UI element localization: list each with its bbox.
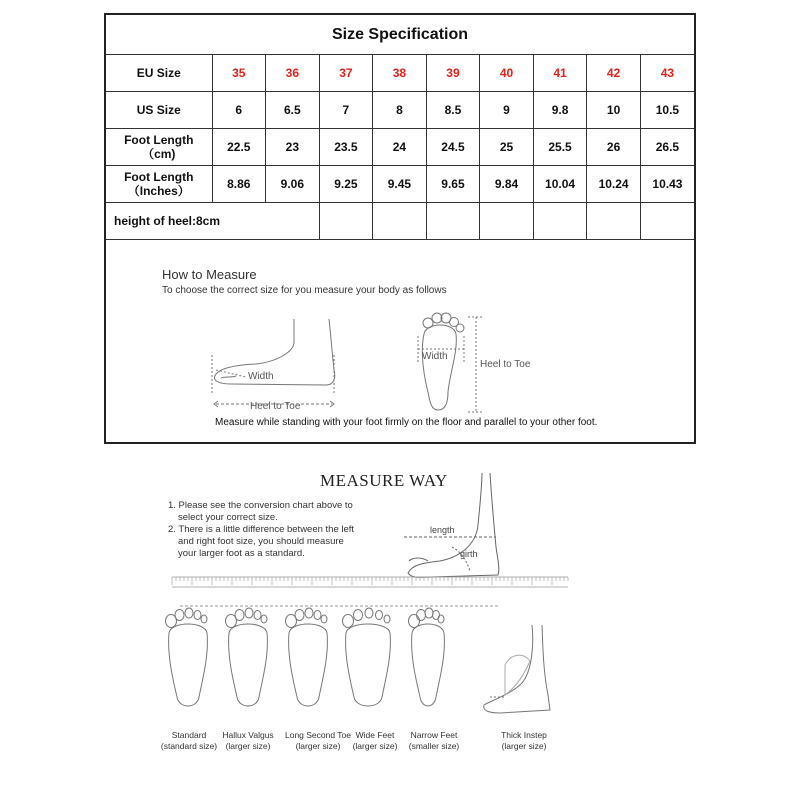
table-row-eu-size [106, 55, 694, 92]
cell: 25 [480, 129, 534, 166]
cell: 35 [212, 55, 266, 92]
foot-outline [286, 608, 328, 706]
toe [201, 615, 207, 623]
cell: 25.5 [533, 129, 587, 166]
row-label [106, 166, 212, 203]
cell: 10.43 [640, 166, 694, 203]
row-label-unit: （cm) [142, 147, 176, 161]
cell: 7 [319, 92, 373, 129]
toe [343, 615, 354, 628]
foot-label-thick-instep [489, 730, 559, 752]
width-label: Width [248, 371, 274, 382]
toe [438, 615, 444, 623]
toe [194, 611, 201, 620]
cell: 8 [373, 92, 427, 129]
toe [376, 611, 383, 620]
cell [373, 203, 427, 240]
cell [533, 203, 587, 240]
cell [319, 203, 373, 240]
toe [295, 610, 304, 621]
toe [314, 611, 321, 620]
foot-type-size: (larger size) [295, 741, 341, 751]
cell: 6.5 [266, 92, 320, 129]
foot-type-size: (standard size) [160, 741, 218, 751]
toe [235, 610, 244, 621]
cell [480, 203, 534, 240]
side-foot-drawing [212, 319, 335, 407]
row-label-line: Foot Length [124, 133, 194, 147]
measure-note-line: your larger foot as a standard. [178, 548, 305, 559]
cell: 24.5 [426, 129, 480, 166]
cell: 23.5 [319, 129, 373, 166]
toe [384, 615, 390, 623]
cell: 37 [319, 55, 373, 92]
foot-outline [166, 608, 208, 706]
toe [321, 615, 327, 623]
ruler-ticks [172, 577, 568, 585]
toe [305, 608, 313, 618]
foot-outline [409, 608, 445, 706]
girth-label: girth [460, 549, 478, 559]
row-label-unit: （Inches） [127, 184, 190, 198]
foot-type-name: Long Second Toe [284, 730, 351, 740]
heel-to-toe-label: Heel to Toe [250, 401, 301, 412]
cell: 8.5 [426, 92, 480, 129]
toe [254, 611, 261, 620]
cell: 10.24 [587, 166, 641, 203]
toe [245, 608, 253, 618]
cell: 43 [640, 55, 694, 92]
foot-label-hallux-valgus [213, 730, 283, 752]
foot-outline [343, 608, 391, 706]
cell: 9.45 [373, 166, 427, 203]
cell: 9 [480, 92, 534, 129]
length-label: length [430, 525, 455, 535]
top-heel-to-toe-label: Heel to Toe [480, 359, 531, 370]
cell: 38 [373, 55, 427, 92]
row-label [106, 129, 212, 166]
cell: 10.04 [533, 166, 587, 203]
measure-note-line: 1. Please see the conversion chart above to [168, 500, 353, 511]
measure-note-line: 2. There is a little difference between the left [168, 524, 355, 535]
size-table [106, 15, 694, 240]
cell: 9.84 [480, 166, 534, 203]
measure-note-line: and right foot size, you should measure [178, 536, 344, 547]
cell: 10 [587, 92, 641, 129]
cell: 6 [212, 92, 266, 129]
table-row-heel-height [106, 203, 694, 240]
cell: 9.8 [533, 92, 587, 129]
measure-way-section [160, 465, 580, 765]
toe [425, 608, 433, 618]
table-row-us-size [106, 92, 694, 129]
toe [175, 610, 184, 621]
foot-label-narrow-feet [399, 730, 469, 752]
ruler [172, 577, 568, 587]
foot-type-name: Standard [171, 730, 207, 740]
measure-note-line: select your correct size. [178, 512, 278, 523]
foot-type-outlines [166, 608, 445, 706]
cell: 23 [266, 129, 320, 166]
foot-type-size: (smaller size) [408, 741, 460, 751]
cell [640, 203, 694, 240]
toe [409, 615, 420, 628]
row-label: EU Size [106, 55, 212, 92]
cell: 9.25 [319, 166, 373, 203]
foot-type-name: Thick Instep [501, 730, 547, 740]
table-row-foot-length-cm [106, 129, 694, 166]
foot-type-size: (larger size) [225, 741, 271, 751]
how-to-measure-section [106, 252, 694, 442]
foot-type-size: (larger size) [501, 741, 547, 751]
row-label-line: Foot Length [124, 170, 194, 184]
foot-type-name: Wide Feet [355, 730, 395, 740]
cell: 39 [426, 55, 480, 92]
foot-outline [226, 608, 268, 706]
toe [185, 608, 193, 618]
toe [417, 610, 426, 621]
heel-height-label: height of heel:8cm [106, 203, 319, 240]
cell: 41 [533, 55, 587, 92]
foot-type-size: (larger size) [352, 741, 398, 751]
cell: 22.5 [212, 129, 266, 166]
foot-type-name: Narrow Feet [410, 730, 458, 740]
cell: 9.06 [266, 166, 320, 203]
measure-note: Measure while standing with your foot firmly on the floor and parallel to your other foot. [215, 417, 598, 428]
cell [587, 203, 641, 240]
top-foot-drawing [418, 313, 484, 412]
cell: 36 [266, 55, 320, 92]
cell: 9.65 [426, 166, 480, 203]
top-width-label: Width [422, 351, 448, 362]
thick-instep-drawing [484, 625, 550, 713]
row-label: US Size [106, 92, 212, 129]
how-to-measure-subtitle: To choose the correct size for you measure your body as follows [162, 285, 447, 296]
cell: 26 [587, 129, 641, 166]
cell: 42 [587, 55, 641, 92]
toe [354, 610, 363, 621]
table-row-foot-length-inches [106, 166, 694, 203]
cell [426, 203, 480, 240]
how-to-measure-title: How to Measure [162, 267, 257, 282]
table-title: Size Specification [106, 15, 694, 55]
cell: 10.5 [640, 92, 694, 129]
cell: 8.86 [212, 166, 266, 203]
foot-type-name: Hallux Valgus [222, 730, 274, 740]
measure-way-title: MEASURE WAY [320, 471, 448, 490]
cell: 40 [480, 55, 534, 92]
toe [261, 615, 267, 623]
measure-illustration [106, 252, 694, 442]
size-specification-panel [104, 13, 696, 444]
cell: 26.5 [640, 129, 694, 166]
toe [365, 608, 373, 618]
cell: 24 [373, 129, 427, 166]
